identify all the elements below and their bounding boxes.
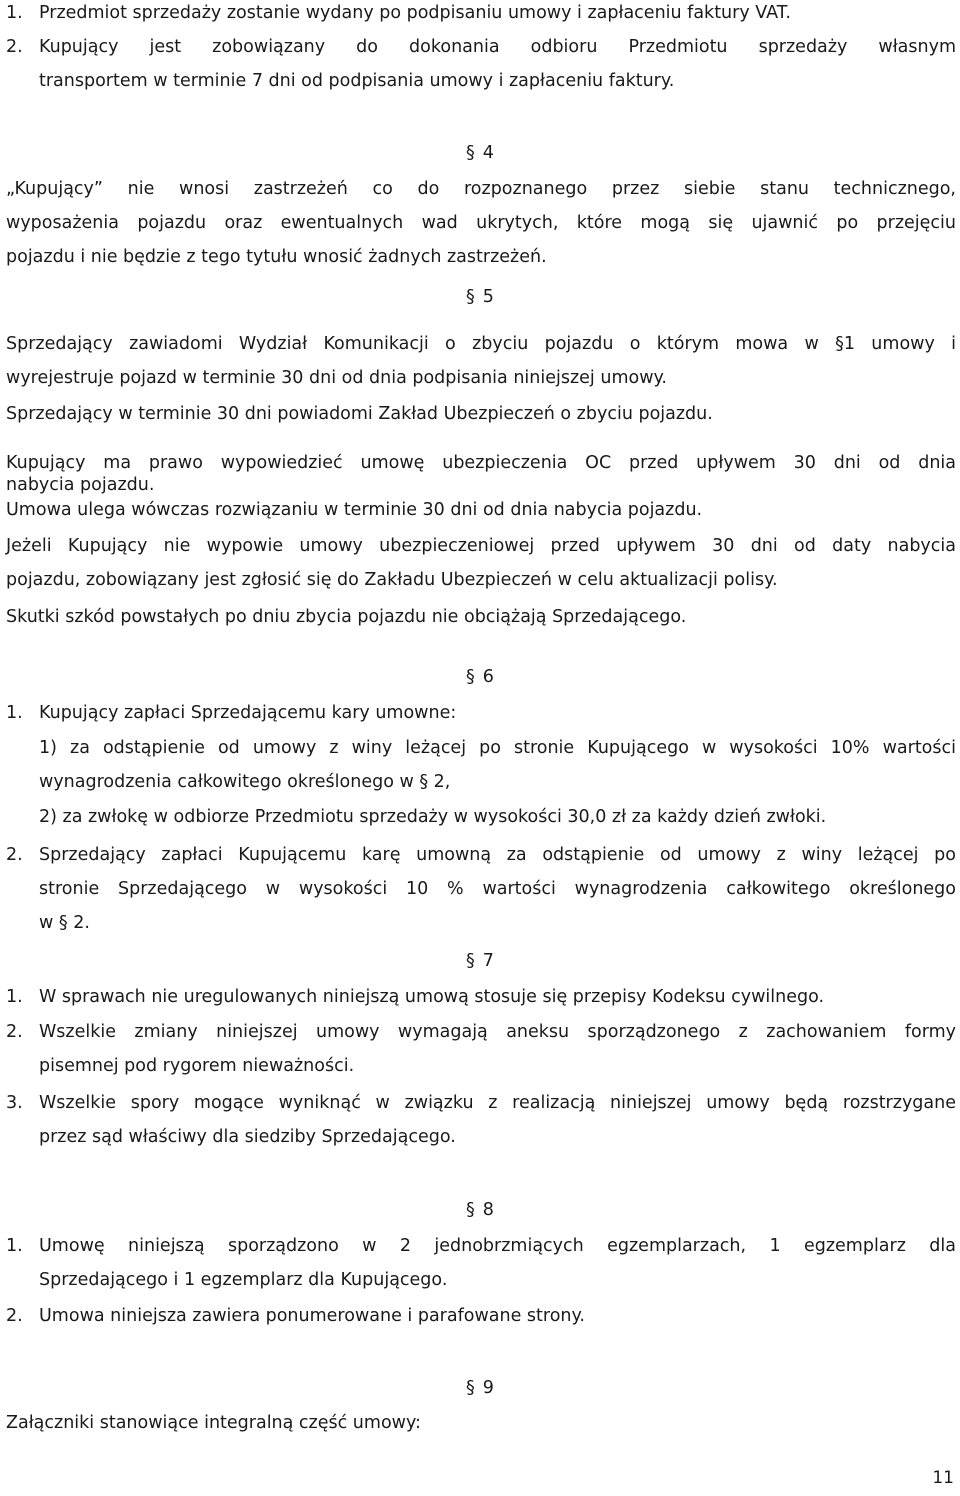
section-5-paragraph-5 bbox=[6, 529, 956, 597]
section-5-paragraph-6: Skutki szkód powstałych po dniu zbycia pojazdu nie obciążają Sprzedającego. bbox=[6, 607, 687, 627]
list-item bbox=[6, 696, 956, 730]
section-5-paragraph-2: Sprzedający w terminie 30 dni powiadomi Zakład Ubezpieczeń o zbyciu pojazdu. bbox=[6, 404, 713, 424]
list-item bbox=[6, 838, 956, 940]
section-9-paragraph: Załączniki stanowiące integralną część umowy: bbox=[6, 1413, 421, 1433]
item-number: 2. bbox=[6, 1022, 23, 1042]
paragraph-symbol: § bbox=[466, 1200, 475, 1220]
section-number: 9 bbox=[482, 1378, 494, 1398]
paragraph-symbol: § bbox=[466, 287, 475, 307]
paragraph-line: nabycia pojazdu. bbox=[6, 475, 155, 495]
paragraph-line: Sprzedający zawiadomi Wydział Komunikacji o zbyciu pojazdu o którym mowa w §1 umowy i bbox=[6, 334, 957, 354]
paragraph-line: wynagrodzenia całkowitego określonego w § 2, bbox=[39, 772, 451, 792]
section-number: 8 bbox=[482, 1200, 494, 1220]
page-number: 11 bbox=[932, 1468, 954, 1488]
paragraph-line: „Kupujący” nie wnosi zastrzeżeń co do rozpoznanego przez siebie stanu technicznego, bbox=[6, 179, 956, 199]
sub-item: 2) za zwłokę w odbiorze Przedmiotu sprzedaży w wysokości 30,0 zł za każdy dzień zwłoki. bbox=[39, 807, 827, 827]
item-text-line: Sprzedający zapłaci Kupującemu karę umowną za odstąpienie od umowy z winy leżącej po bbox=[39, 845, 956, 865]
section-number: 6 bbox=[482, 667, 494, 687]
item-text: Umowa niniejsza zawiera ponumerowane i parafowane strony. bbox=[39, 1306, 585, 1326]
paragraph-symbol: § bbox=[466, 1378, 475, 1398]
item-text-line: Wszelkie zmiany niniejszej umowy wymagają aneksu sporządzonego z zachowaniem formy bbox=[39, 1022, 956, 1042]
section-heading bbox=[440, 944, 520, 978]
item-text-line: Sprzedającego i 1 egzemplarz dla Kupującego. bbox=[39, 1270, 448, 1290]
item-number: 2. bbox=[6, 845, 23, 865]
item-text: W sprawach nie uregulowanych niniejszą umową stosuje się przepisy Kodeksu cywilnego. bbox=[39, 987, 825, 1007]
list-item bbox=[6, 1086, 956, 1154]
item-text-line: stronie Sprzedającego w wysokości 10 % wartości wynagrodzenia całkowitego określonego bbox=[39, 879, 956, 899]
section-4-paragraph bbox=[6, 172, 956, 274]
item-number: 2. bbox=[6, 1306, 23, 1326]
item-text-line: pisemnej pod rygorem nieważności. bbox=[39, 1056, 355, 1076]
sub-item bbox=[39, 731, 956, 799]
paragraph-line: Jeżeli Kupujący nie wypowie umowy ubezpieczeniowej przed upływem 30 dni od daty nabycia bbox=[6, 536, 956, 556]
section-heading bbox=[440, 280, 520, 314]
paragraph-line: 1) za odstąpienie od umowy z winy leżącej po stronie Kupującego w wysokości 10% wartości bbox=[39, 738, 956, 758]
paragraph-line: wyposażenia pojazdu oraz ewentualnych wad ukrytych, które mogą się ujawnić po przejęciu bbox=[6, 213, 956, 233]
item-text: Kupujący zapłaci Sprzedającemu kary umowne: bbox=[39, 703, 457, 723]
paragraph-line: wyrejestruje pojazd w terminie 30 dni od dnia podpisania niniejszej umowy. bbox=[6, 368, 667, 388]
item-text-line: Umowę niniejszą sporządzono w 2 jednobrzmiących egzemplarzach, 1 egzemplarz dla bbox=[39, 1236, 956, 1256]
item-text-line: Wszelkie spory mogące wyniknąć w związku z realizacją niniejszej umowy będą rozstrzygane bbox=[39, 1093, 956, 1113]
paragraph-symbol: § bbox=[466, 951, 475, 971]
paragraph-symbol: § bbox=[466, 667, 475, 687]
section-number: 5 bbox=[482, 287, 494, 307]
section-5-paragraph-4: Umowa ulega wówczas rozwiązaniu w terminie 30 dni od dnia nabycia pojazdu. bbox=[6, 500, 703, 520]
item-number: 1. bbox=[6, 1236, 23, 1256]
item-number: 1. bbox=[6, 3, 23, 23]
section-5-paragraph-1 bbox=[6, 327, 956, 395]
list-item bbox=[6, 1015, 956, 1083]
paragraph-line: pojazdu, zobowiązany jest zgłosić się do Zakładu Ubezpieczeń w celu aktualizacji polisy. bbox=[6, 570, 778, 590]
item-text-line: Kupujący jest zobowiązany do dokonania odbioru Przedmiotu sprzedaży własnym bbox=[39, 37, 956, 57]
list-item bbox=[6, 30, 956, 98]
item-number: 3. bbox=[6, 1093, 23, 1113]
paragraph-symbol: § bbox=[419, 772, 429, 792]
list-item bbox=[6, 980, 956, 1014]
item-text: Przedmiot sprzedaży zostanie wydany po podpisaniu umowy i zapłaceniu faktury VAT. bbox=[39, 3, 791, 23]
paragraph-line: pojazdu i nie będzie z tego tytułu wnosić żadnych zastrzeżeń. bbox=[6, 247, 547, 267]
list-item bbox=[6, 1299, 956, 1333]
item-text-line: transportem w terminie 7 dni od podpisania umowy i zapłaceniu faktury. bbox=[39, 71, 675, 91]
item-text-line: w § 2. bbox=[39, 913, 90, 933]
paragraph-symbol: § bbox=[835, 334, 844, 354]
section-number: 7 bbox=[482, 951, 494, 971]
item-number: 2. bbox=[6, 37, 23, 57]
list-item bbox=[6, 1229, 956, 1297]
item-number: 1. bbox=[6, 987, 23, 1007]
item-number: 1. bbox=[6, 703, 23, 723]
item-text-line: przez sąd właściwy dla siedziby Sprzedającego. bbox=[39, 1127, 456, 1147]
paragraph-symbol: § bbox=[466, 143, 475, 163]
section-5-paragraph-3 bbox=[6, 452, 956, 496]
paragraph-line: Kupujący ma prawo wypowiedzieć umowę ubezpieczenia OC przed upływem 30 dni od dnia bbox=[6, 453, 956, 473]
section-heading bbox=[440, 136, 520, 170]
section-heading bbox=[440, 660, 520, 694]
list-item bbox=[6, 0, 956, 30]
section-number: 4 bbox=[482, 143, 494, 163]
section-heading bbox=[440, 1193, 520, 1227]
paragraph-symbol: § bbox=[58, 913, 68, 933]
section-heading bbox=[440, 1371, 520, 1405]
